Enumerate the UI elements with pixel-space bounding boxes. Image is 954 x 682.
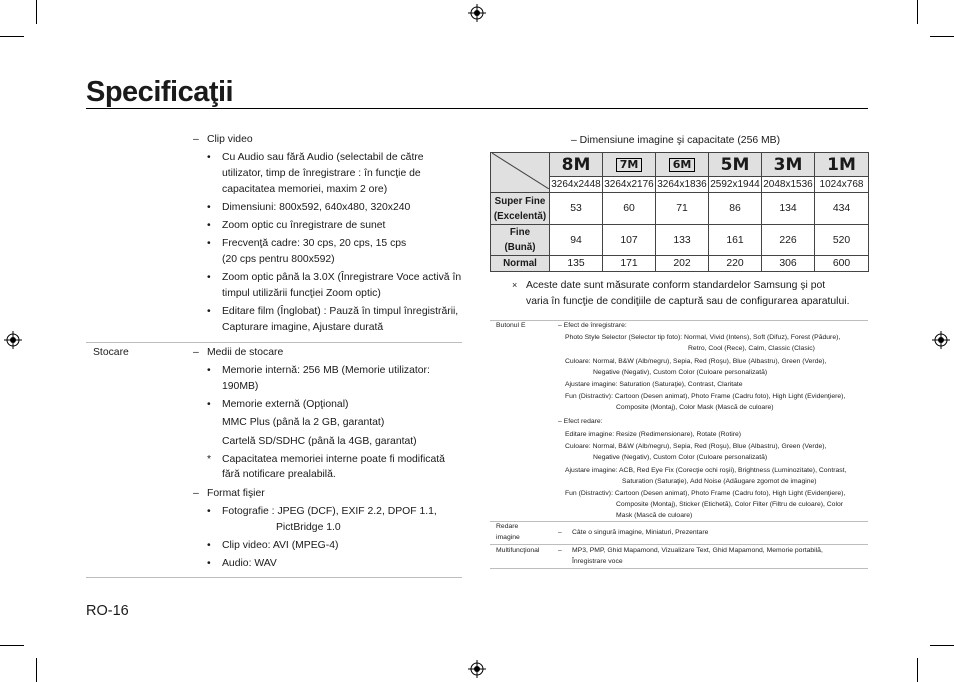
resolution-cell: 3264x2448	[550, 177, 603, 193]
dash: –	[193, 488, 199, 499]
external-memory: Memorie externă (Opţional)	[222, 399, 349, 410]
format-audio: Audio: WAV	[222, 558, 277, 569]
bullet: •	[207, 365, 211, 376]
registration-mark-icon	[4, 331, 22, 349]
size-7m-icon: 7M	[603, 153, 656, 177]
video-item-line: Cu Audio sau fără Audio (selectabil de către	[222, 152, 424, 163]
bullet: •	[207, 238, 211, 249]
crop-mark	[0, 645, 24, 646]
table-corner	[491, 153, 550, 193]
page-number: RO-16	[86, 603, 129, 619]
crop-mark	[36, 658, 37, 682]
video-item-line: timpul utilizării funcţiei Zoom optic)	[222, 288, 381, 299]
registration-mark-icon	[468, 660, 486, 678]
video-heading: Clip video	[207, 134, 253, 145]
row-label: Normal	[491, 256, 550, 272]
effect-line: Editare imagine: Resize (Redimensionare), Rotate (Rotire)	[565, 431, 742, 438]
video-item-line: (20 cps pentru 800x592)	[222, 254, 335, 265]
size-1m-icon: 1M	[815, 153, 869, 177]
resolution-cell: 1024x768	[815, 177, 869, 193]
playback-label: imagine	[496, 534, 520, 541]
crop-mark	[0, 36, 24, 37]
bullet: •	[207, 202, 211, 213]
effect-line: Retro, Cool (Rece), Calm, Classic (Clasic)	[688, 345, 815, 352]
resolution-cell: 2592x1944	[709, 177, 762, 193]
page-title: Specificaţii	[86, 76, 234, 108]
registration-mark-icon	[932, 331, 950, 349]
crop-mark	[930, 36, 954, 37]
capacity-note: Aceste date sunt măsurate conform standardelor Samsung şi pot	[526, 280, 826, 291]
title-rule	[86, 108, 868, 109]
video-item-line: Frecvenţă cadre: 30 cps, 20 cps, 15 cps	[222, 238, 407, 249]
row-divider	[490, 544, 868, 545]
crop-mark	[930, 645, 954, 646]
media-heading: Medii de stocare	[207, 347, 284, 358]
video-item-line: Editare film (Înglobat) : Pauză în timpul înregistrării,	[222, 306, 459, 317]
table-cell: 71	[656, 193, 709, 225]
row-label: Fine (Bună)	[491, 225, 550, 256]
table-cell: 434	[815, 193, 869, 225]
table-cell: 94	[550, 225, 603, 256]
table-cell: 107	[603, 225, 656, 256]
size-6m-icon: 6M	[656, 153, 709, 177]
effect-line: Ajustare imagine: ACB, Red Eye Fix (Corecţie ochi roşii), Brightness (Luminozitate), Contrast,	[565, 467, 847, 474]
dash: –	[558, 547, 562, 554]
bullet: •	[207, 272, 211, 283]
internal-memory: Memorie internă: 256 MB (Memorie utilizator:	[222, 365, 430, 376]
effect-line: Fun (Distractiv): Cartoon (Desen animat), Photo Frame (Cadru foto), High Light (Evidenţiere),	[565, 393, 846, 400]
memory-note: fără notificare prealabilă.	[222, 469, 336, 480]
table-row	[491, 256, 869, 272]
row-divider	[490, 521, 868, 522]
bullet: •	[207, 540, 211, 551]
image-size-table	[490, 152, 869, 272]
table-cell: 220	[709, 256, 762, 272]
table-cell: 171	[603, 256, 656, 272]
capacity-note: varia în funcţie de condiţiile de captură sau de configurarea aparatului.	[526, 296, 850, 307]
video-item-line: Capturare imagine, Ajustare durată	[222, 322, 384, 333]
bullet: •	[207, 152, 211, 163]
table-cell: 135	[550, 256, 603, 272]
effect-line: Ajustare imagine: Saturation (Saturaţie), Contrast, Claritate	[565, 381, 743, 388]
sd-card: Cartelă SD/SDHC (până la 4GB, garantat)	[222, 436, 417, 447]
table-cell: 306	[762, 256, 815, 272]
video-item-line: capacitatea memoriei, maxim 2 ore)	[222, 184, 388, 195]
table-row	[491, 225, 869, 256]
video-item-line: utilizator, timp de înregistrare : în funcţie de	[222, 168, 421, 179]
section-divider	[86, 577, 462, 578]
playback-label: Redare	[496, 523, 519, 530]
asterisk: *	[207, 454, 212, 465]
table-cell: 134	[762, 193, 815, 225]
bullet: •	[207, 399, 211, 410]
section-divider	[86, 342, 462, 343]
table-caption: – Dimensiune imagine şi capacitate (256 MB)	[571, 135, 781, 146]
effect-line: Culoare: Normal, B&W (Alb/negru), Sepia, Red (Roşu), Blue (Albastru), Green (Verde),	[565, 358, 827, 365]
registration-mark-icon	[468, 4, 486, 22]
video-item-line: Zoom optic până la 3.0X (Înregistrare Voce activă în	[222, 272, 462, 283]
table-cell: 226	[762, 225, 815, 256]
size-8m-icon: 8M	[550, 153, 603, 177]
playback-value: Câte o singură imagine, Miniaturi, Prezentare	[572, 529, 709, 536]
row-divider	[490, 320, 868, 321]
bullet: •	[207, 506, 211, 517]
multifunction-value: MP3, PMP, Ghid Mapamond, Vizualizare Text, Ghid Mapamond, Memorie portabilă,	[572, 547, 823, 554]
effect-line: Culoare: Normal, B&W (Alb/negru), Sepia, Red (Roşu), Blue (Albastru), Green (Verde),	[565, 443, 827, 450]
crop-mark	[917, 0, 918, 24]
bullet: •	[207, 220, 211, 231]
effect-line: Composite (Montaj), Sticker (Etichetă), Color Filter (Filtru de culoare), Color	[616, 501, 844, 508]
multifunction-value: Înregistrare voce	[572, 558, 623, 565]
resolution-cell: 2048x1536	[762, 177, 815, 193]
format-video: Clip video: AVI (MPEG-4)	[222, 540, 339, 551]
video-item-line: Zoom optic cu înregistrare de sunet	[222, 220, 386, 231]
table-row	[491, 193, 869, 225]
storage-label: Stocare	[93, 347, 129, 358]
table-cell: 520	[815, 225, 869, 256]
dash: –	[193, 134, 199, 145]
size-5m-icon: 5M	[709, 153, 762, 177]
note-symbol: ×	[512, 280, 518, 290]
row-label: Super Fine (Excelentă)	[491, 193, 550, 225]
table-cell: 600	[815, 256, 869, 272]
effect-line: Composite (Montaj), Color Mask (Mască de culoare)	[616, 404, 774, 411]
size-3m-icon: 3M	[762, 153, 815, 177]
dash: –	[193, 347, 199, 358]
effect-line: Negative (Negativ), Custom Color (Culoare personalizată)	[593, 454, 768, 461]
format-photo: Fotografie : JPEG (DCF), EXIF 2.2, DPOF 1.1,	[222, 506, 437, 517]
effect-line: Saturation (Saturaţie), Add Noise (Adăugare zgomot de imagine)	[622, 478, 817, 485]
table-cell: 60	[603, 193, 656, 225]
button-e-label: Butonul E	[496, 322, 526, 329]
playback-heading: – Efect redare:	[558, 418, 603, 425]
format-photo: PictBridge 1.0	[276, 522, 341, 533]
effect-line: Negative (Negativ), Custom Color (Culoare personalizată)	[593, 369, 768, 376]
bullet: •	[207, 558, 211, 569]
memory-note: Capacitatea memoriei interne poate fi modificată	[222, 454, 445, 465]
resolution-cell: 3264x2176	[603, 177, 656, 193]
crop-mark	[917, 658, 918, 682]
video-item-line: Dimensiuni: 800x592, 640x480, 320x240	[222, 202, 411, 213]
format-heading: Format fişier	[207, 488, 265, 499]
multifunction-label: Multifuncţional	[496, 547, 540, 554]
table-cell: 86	[709, 193, 762, 225]
mmc-plus: MMC Plus (până la 2 GB, garantat)	[222, 417, 385, 428]
resolution-cell: 3264x1836	[656, 177, 709, 193]
internal-memory: 190MB)	[222, 381, 259, 392]
capture-heading: – Efect de înregistrare:	[558, 322, 627, 329]
bullet: •	[207, 306, 211, 317]
effect-line: Mask (Mască de culoare)	[616, 512, 693, 519]
size-icon-row	[491, 153, 869, 177]
dash: –	[558, 529, 562, 536]
row-divider	[490, 568, 868, 569]
effect-line: Photo Style Selector (Selector tip foto): Normal, Vivid (Intens), Soft (Difuz), Forest (Pădure),	[565, 334, 841, 341]
effect-line: Fun (Distractiv): Cartoon (Desen animat), Photo Frame (Cadru foto), High Light (Evidenţiere),	[565, 490, 846, 497]
table-cell: 133	[656, 225, 709, 256]
table-cell: 161	[709, 225, 762, 256]
table-cell: 53	[550, 193, 603, 225]
crop-mark	[36, 0, 37, 24]
table-cell: 202	[656, 256, 709, 272]
corner-diagonal	[492, 153, 549, 189]
